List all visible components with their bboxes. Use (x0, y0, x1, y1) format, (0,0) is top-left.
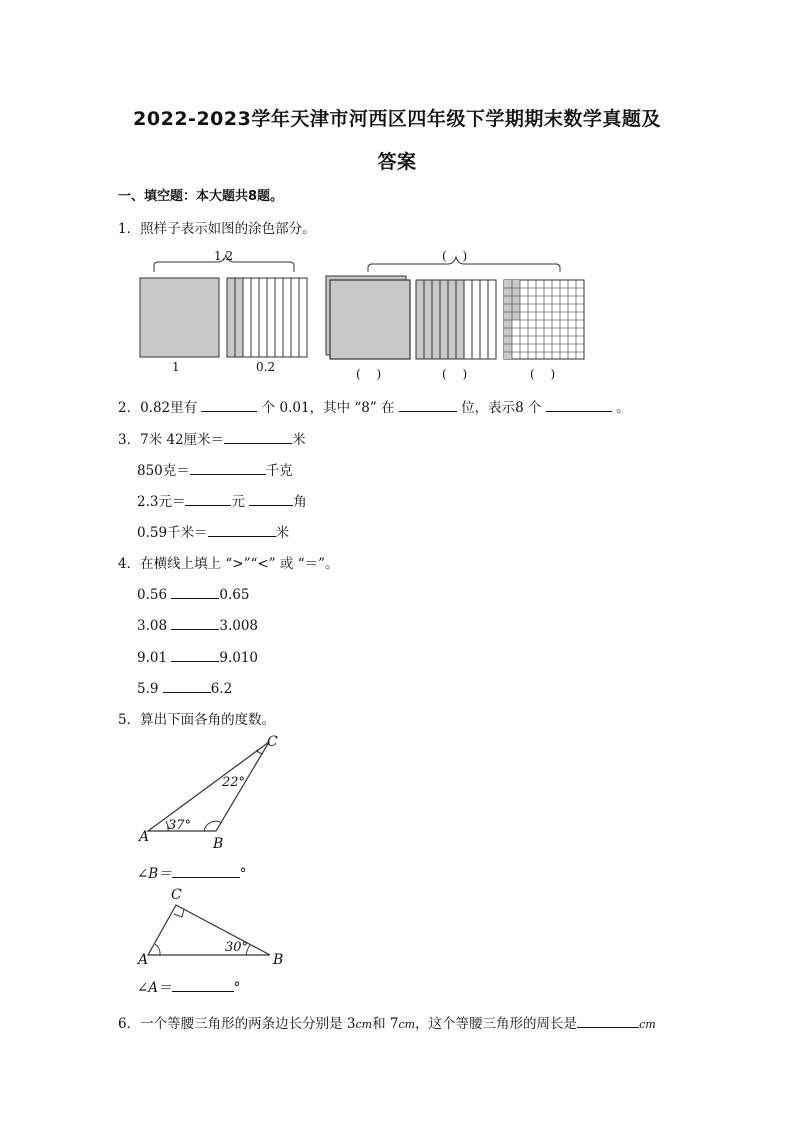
q2-text-b: 个 0.01，其中 “8” 在 (261, 400, 395, 416)
q6-unit-3: cm (639, 1018, 656, 1031)
q4-row-4-left: 5.9 (137, 681, 159, 697)
answer-paren-2: ( ) (442, 367, 468, 381)
q3-l4-text: 0.59千米＝ (137, 525, 208, 541)
q5-ans2-label: ∠A＝ (137, 980, 172, 996)
question-3-line-3 (137, 490, 307, 510)
q2-text-d: 。 (616, 400, 630, 416)
q4-row (137, 585, 249, 603)
example-right-label: 0.2 (256, 360, 276, 374)
example-square (140, 278, 219, 357)
q6-unit-2: cm (398, 1018, 416, 1031)
q3-l1-unit: 米 (292, 432, 306, 448)
stacked-squares (326, 276, 410, 359)
q4-row (137, 648, 258, 666)
question-3-line-4 (137, 521, 289, 541)
q3-l3-unit1: 元 (231, 494, 245, 510)
example-tenths (227, 278, 307, 357)
answer-paren-1: ( ) (356, 367, 382, 381)
q5-blank-1[interactable] (172, 864, 240, 878)
triangle-2 (130, 890, 290, 970)
answer-paren-total: ( ) (442, 249, 468, 263)
q3-blank-5[interactable] (208, 523, 276, 537)
q5-ans2-unit: ° (233, 980, 241, 996)
tri1-vertex-b: B (213, 836, 224, 852)
q2-blank-1[interactable] (201, 398, 257, 412)
triangle-1 (130, 730, 290, 850)
question-5-text: 5．算出下面各角的度数。 (118, 712, 276, 728)
tri1-vertex-a: A (139, 829, 150, 845)
example-left-label: 1 (172, 360, 180, 374)
q3-blank-4[interactable] (249, 492, 293, 506)
q1-figure (130, 240, 600, 385)
q5-blank-2[interactable] (172, 978, 234, 992)
tri1-angle-a: 37° (168, 818, 192, 833)
q3-l4-unit: 米 (275, 525, 290, 541)
q6-unit-1: cm (355, 1018, 373, 1031)
question-6 (118, 1012, 656, 1032)
tri2-vertex-a: A (138, 952, 149, 968)
tri2-vertex-c: C (171, 887, 182, 903)
q4-row-4-right: 6.2 (210, 681, 233, 697)
q2-text-c: 位，表示8 个 (461, 400, 542, 416)
page-title-line2: 答案 (377, 151, 417, 173)
tri1-vertex-c: C (267, 734, 278, 750)
q6-text-a: 6．一个等腰三角形的两条边长分别是 3 (118, 1016, 356, 1032)
q6-text-b: 和 7 (372, 1016, 399, 1032)
tri1-angle-c: 22° (222, 775, 246, 790)
q4-row-1-right: 0.65 (219, 587, 250, 603)
q4-blank-1[interactable] (171, 585, 219, 599)
q3-l2-text: 850克＝ (137, 463, 190, 479)
q4-row-3-left: 9.01 (137, 650, 168, 666)
q4-blank-2[interactable] (171, 616, 219, 630)
answer-paren-3: ( ) (530, 367, 556, 381)
q4-row-3-right: 9.010 (219, 650, 259, 666)
q3-l1-text: 3．7米 42厘米＝ (118, 432, 225, 448)
q2-text-a: 2．0.82里有 (118, 400, 198, 416)
hundredths-grid (504, 280, 584, 359)
question-3-line-1 (118, 428, 306, 448)
question-3-line-2 (137, 459, 293, 479)
question-4-text: 4．在横线上填上 “>”“<” 或 “＝”。 (118, 556, 339, 572)
shaded-tenths (416, 280, 496, 359)
q2-blank-2[interactable] (399, 398, 457, 412)
page-title: 2022-2023学年天津市河西区四年级下学期期末数学真题及 (133, 108, 661, 130)
q3-l3-text: 2.3元＝ (137, 494, 186, 510)
tri2-angle-b: 30° (225, 940, 249, 955)
question-1-text: 1．照样子表示如图的涂色部分。 (118, 221, 316, 237)
q4-row-2-right: 3.008 (219, 618, 259, 634)
q6-text-c: ，这个等腰三角形的周长是 (415, 1016, 578, 1032)
q3-l2-unit: 千克 (265, 463, 293, 479)
q3-blank-3[interactable] (185, 492, 231, 506)
example-total-label: 1.2 (214, 249, 234, 263)
q5-answer-2 (137, 976, 240, 996)
q4-row (137, 679, 232, 697)
q6-blank[interactable] (577, 1014, 639, 1028)
q2-blank-3[interactable] (546, 398, 612, 412)
q5-ans1-label: ∠B＝ (137, 866, 172, 882)
q3-blank-1[interactable] (224, 430, 292, 444)
q5-ans1-unit: ° (239, 866, 247, 882)
q4-row-2-left: 3.08 (137, 618, 168, 634)
q4-row (137, 616, 258, 634)
q4-blank-4[interactable] (163, 679, 211, 693)
q3-blank-2[interactable] (190, 461, 266, 475)
q3-l3-unit2: 角 (293, 494, 307, 510)
question-2 (118, 396, 630, 416)
q4-row-1-left: 0.56 (137, 587, 168, 603)
q4-blank-3[interactable] (171, 648, 219, 662)
tri2-vertex-b: B (273, 952, 284, 968)
section-header: 一、填空题：本大题共8题。 (118, 189, 284, 204)
q5-answer-1 (137, 862, 246, 882)
